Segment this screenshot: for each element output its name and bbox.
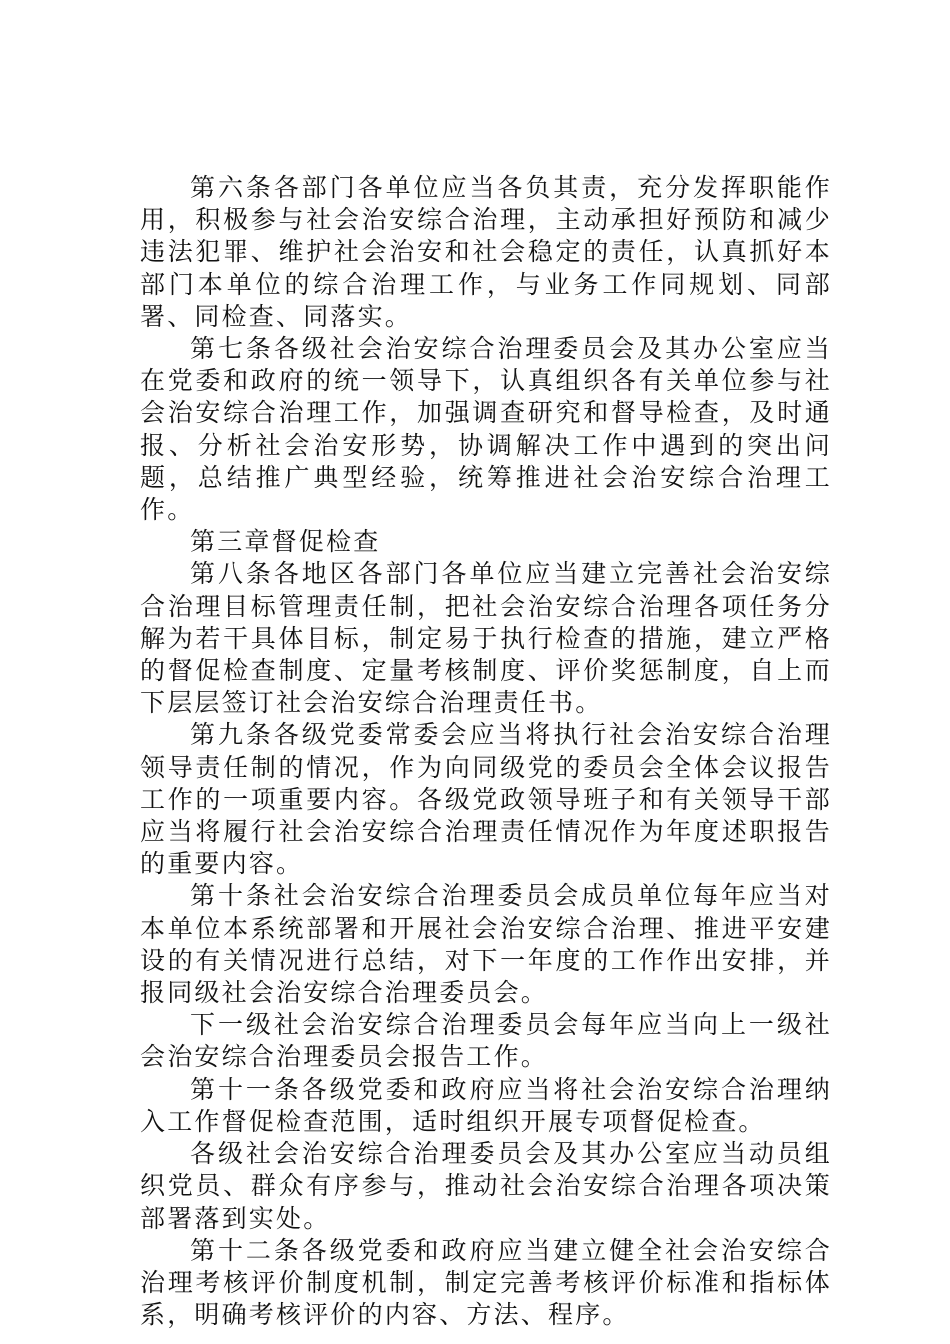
article-10-paragraph: 第十条社会治安综合治理委员会成员单位每年应当对本单位本系统部署和开展社会治安综合治理、推进平安建设的有关情况进行总结，对下一年度的工作作出安排，并报同级社会治安综合治理委员会。: [140, 881, 832, 1008]
article-7-paragraph: 第七条各级社会治安综合治理委员会及其办公室应当在党委和政府的统一领导下，认真组织各有关单位参与社会治安综合治理工作，加强调查研究和督导检查，及时通报、分析社会治安形势，协调解决工作中遇到的突出问题，总结推广典型经验，统筹推进社会治安综合治理工作。: [140, 334, 832, 525]
article-8-paragraph: 第八条各地区各部门各单位应当建立完善社会治安综合治理目标管理责任制，把社会治安综合治理各项任务分解为若干具体目标，制定易于执行检查的措施，建立严格的督促检查制度、定量考核制度、评价奖惩制度，自上而下层层签订社会治安综合治理责任书。: [140, 559, 832, 718]
article-11-paragraph: 第十一条各级党委和政府应当将社会治安综合治理纳入工作督促检查范围，适时组织开展专项督促检查。: [140, 1074, 832, 1136]
article-9-paragraph: 第九条各级党委常委会应当将执行社会治安综合治理领导责任制的情况，作为向同级党的委员会全体会议报告工作的一项重要内容。各级党政领导班子和有关领导干部应当将履行社会治安综合治理责任情况作为年度述职报告的重要内容。: [140, 720, 832, 879]
chapter-3-heading: 第三章督促检查: [190, 527, 381, 557]
article-12-paragraph: 第十二条各级党委和政府应当建立健全社会治安综合治理考核评价制度机制，制定完善考核评价标准和指标体系，明确考核评价的内容、方法、程序。: [140, 1235, 832, 1330]
article-10-subparagraph: 下一级社会治安综合治理委员会每年应当向上一级社会治安综合治理委员会报告工作。: [140, 1010, 832, 1072]
document-body: [140, 172, 832, 1331]
article-6-paragraph: 第六条各部门各单位应当各负其责，充分发挥职能作用，积极参与社会治安综合治理，主动承担好预防和减少违法犯罪、维护社会治安和社会稳定的责任，认真抓好本部门本单位的综合治理工作，与业务工作同规划、同部署、同检查、同落实。: [140, 173, 832, 331]
article-11-subparagraph: 各级社会治安综合治理委员会及其办公室应当动员组织党员、群众有序参与，推动社会治安综合治理各项决策部署落到实处。: [140, 1139, 832, 1233]
